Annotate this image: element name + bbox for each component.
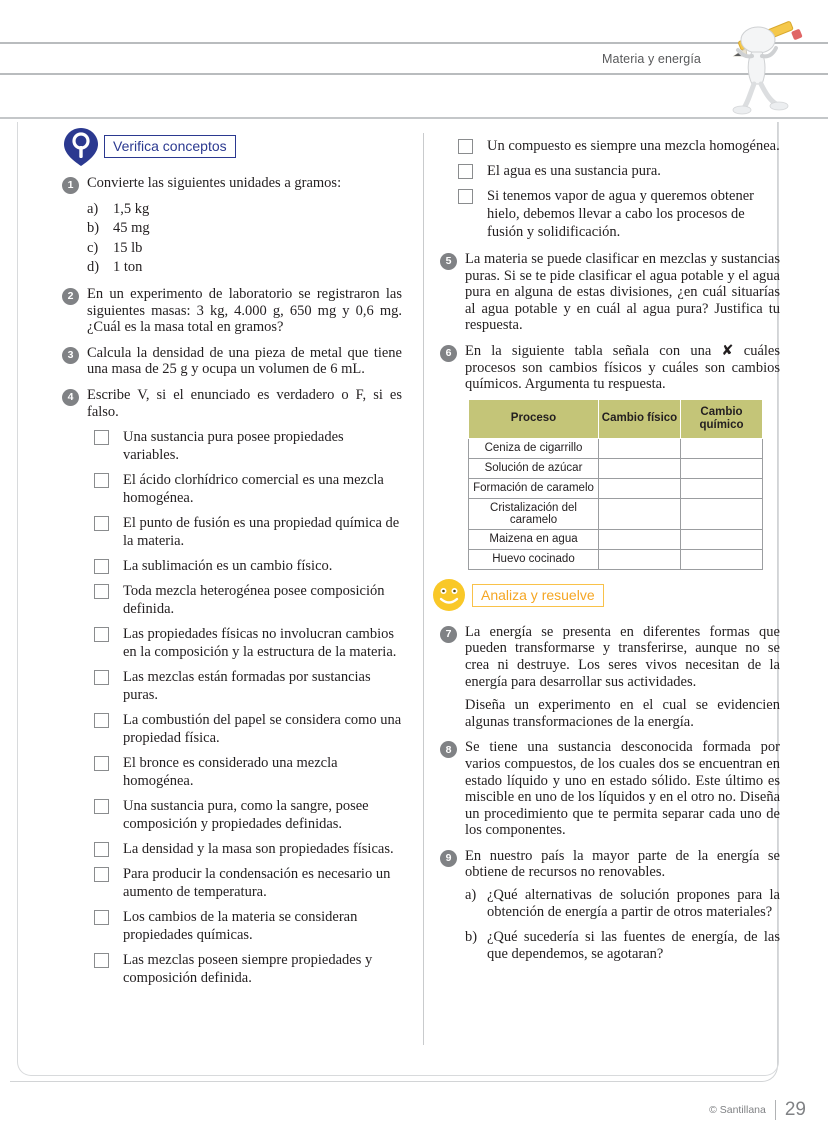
statement-text: Las mezclas poseen siempre propiedades y composición definida. xyxy=(123,952,373,987)
student-with-pencil-illustration xyxy=(700,18,810,118)
question-1 xyxy=(62,175,402,192)
checkbox-statement[interactable] xyxy=(87,908,402,944)
item-text: 15 lb xyxy=(113,239,143,256)
column-header-proceso: Proceso xyxy=(469,399,599,438)
question-2 xyxy=(62,286,402,336)
question-text: La materia se puede clasificar en mezclas y sustancias puras. Si se te pide clasificar el agua potable y el agua pura en alguna de estas divisiones, ¿en cuál situarías al agua potable y en cuál al agua pura? Justifica tu respuesta. xyxy=(465,251,780,334)
cell-cambio-fisico[interactable] xyxy=(599,529,681,549)
question-1-item-b xyxy=(87,220,402,237)
cell-cambio-quimico[interactable] xyxy=(681,549,763,569)
page-footer xyxy=(709,1099,806,1121)
checkbox-statement[interactable] xyxy=(87,668,402,704)
cell-cambio-fisico[interactable] xyxy=(599,458,681,478)
left-column xyxy=(62,133,402,994)
cell-cambio-quimico[interactable] xyxy=(681,478,763,498)
right-column xyxy=(440,133,780,962)
table-row xyxy=(469,549,763,569)
cell-cambio-quimico[interactable] xyxy=(681,438,763,458)
statement-text: La densidad y la masa son propiedades físicas. xyxy=(123,841,394,858)
cell-cambio-fisico[interactable] xyxy=(599,438,681,458)
item-key: a) xyxy=(87,200,99,217)
question-1-item-c xyxy=(87,240,402,257)
checkbox[interactable] xyxy=(94,473,109,488)
checkbox[interactable] xyxy=(94,953,109,968)
section-analiza-label: Analiza y resuelve xyxy=(472,584,604,607)
question-1-item-a xyxy=(87,201,402,218)
cell-proceso: Formación de caramelo xyxy=(469,478,599,498)
statement-text: Si tenemos vapor de agua y queremos obtener hielo, debemos llevar a cabo los procesos de fusión y solidificación. xyxy=(487,188,754,240)
question-number: 4 xyxy=(62,389,79,406)
checkbox[interactable] xyxy=(94,867,109,882)
checkbox-statement[interactable] xyxy=(87,557,402,575)
question-text: La energía se presenta en diferentes formas que pueden transformarse y transferirse, aunque no se crea ni destruye. Los seres vivos necesitan de la energía para desarrollar sus actividades. xyxy=(465,623,780,690)
checkbox-statement[interactable] xyxy=(87,582,402,618)
column-header-cambio-quimico: Cambio químico xyxy=(681,399,763,438)
cell-cambio-fisico[interactable] xyxy=(599,478,681,498)
question-number: 6 xyxy=(440,345,457,362)
cell-proceso: Cristalización del caramelo xyxy=(469,498,599,529)
checkbox-statement[interactable] xyxy=(87,797,402,833)
checkbox-statement[interactable] xyxy=(87,428,402,464)
question-3 xyxy=(62,345,402,378)
table-row xyxy=(469,438,763,458)
checkbox-statement[interactable] xyxy=(87,865,402,901)
item-text: 45 mg xyxy=(113,220,150,237)
table-header-row xyxy=(469,399,763,438)
section-verifica-label: Verifica conceptos xyxy=(104,135,236,158)
question-5 xyxy=(440,251,780,334)
procesos-table xyxy=(468,399,763,570)
checkbox-statement[interactable] xyxy=(87,471,402,507)
item-text: ¿Qué alternativas de solución propones para la obtención de energía a partir de otros materiales? xyxy=(487,887,780,920)
item-key: b) xyxy=(87,220,100,237)
checkbox-statement[interactable] xyxy=(87,625,402,661)
question-4 xyxy=(62,387,402,420)
question-number: 8 xyxy=(440,741,457,758)
item-key: b) xyxy=(465,929,478,946)
statement-text: La sublimación es un cambio físico. xyxy=(123,558,333,575)
checkbox[interactable] xyxy=(458,164,473,179)
question-number: 1 xyxy=(62,177,79,194)
question-text: En un experimento de laboratorio se registraron las siguientes masas: 3 kg, 4.000 g, 650 mg y 0,6 mg. ¿Cuál es la masa total en gramos? xyxy=(87,285,402,336)
checkbox[interactable] xyxy=(94,670,109,685)
checkbox[interactable] xyxy=(94,910,109,925)
checkbox-statement[interactable] xyxy=(87,711,402,747)
cell-proceso: Solución de azúcar xyxy=(469,458,599,478)
question-number: 2 xyxy=(62,288,79,305)
item-key: a) xyxy=(465,887,477,904)
table-row xyxy=(469,529,763,549)
question-9-item-b xyxy=(465,929,780,962)
question-7 xyxy=(440,624,780,731)
statement-text: Una sustancia pura, como la sangre, posee composición y propiedades definidas. xyxy=(123,798,369,833)
magnifier-pin-icon xyxy=(62,127,100,167)
checkbox[interactable] xyxy=(94,713,109,728)
cell-cambio-fisico[interactable] xyxy=(599,549,681,569)
question-text: Escribe V, si el enunciado es verdadero o F, si es falso. xyxy=(87,386,402,420)
checkbox[interactable] xyxy=(94,799,109,814)
checkbox-statement[interactable] xyxy=(87,754,402,790)
item-text: 1 ton xyxy=(113,259,143,276)
item-text: ¿Qué sucedería si las fuentes de energía, de las que dependemos, se agotaran? xyxy=(487,929,780,962)
question-1-item-d xyxy=(87,259,402,276)
question-text: Calcula la densidad de una pieza de metal que tiene una masa de 25 g y ocupa un volumen de 6 mL. xyxy=(87,344,402,378)
checkbox-statement[interactable] xyxy=(451,162,780,180)
question-text: En nuestro país la mayor parte de la energía se obtiene de recursos no renovables. xyxy=(465,847,780,881)
cell-proceso: Maizena en agua xyxy=(469,529,599,549)
checkbox[interactable] xyxy=(458,139,473,154)
cell-proceso: Ceniza de cigarrillo xyxy=(469,438,599,458)
cell-cambio-quimico[interactable] xyxy=(681,529,763,549)
checkbox[interactable] xyxy=(94,584,109,599)
column-divider xyxy=(423,133,424,1045)
table-row xyxy=(469,478,763,498)
statement-text: El punto de fusión es una propiedad química de la materia. xyxy=(123,515,400,550)
cell-cambio-quimico[interactable] xyxy=(681,498,763,529)
statement-text: El bronce es considerado una mezcla homogénea. xyxy=(123,755,338,790)
statement-text: Los cambios de la materia se consideran propiedades químicas. xyxy=(123,909,358,944)
checkbox[interactable] xyxy=(94,756,109,771)
question-6 xyxy=(440,343,780,393)
copyright-text: © Santillana xyxy=(709,1104,766,1116)
question-text: Convierte las siguientes unidades a gramos: xyxy=(87,175,342,191)
page-number: 29 xyxy=(784,1099,806,1120)
statement-text: La combustión del papel se considera como una propiedad física. xyxy=(123,712,402,747)
checkbox[interactable] xyxy=(94,842,109,857)
checkbox[interactable] xyxy=(94,516,109,531)
question-9-item-a xyxy=(465,887,780,920)
question-number: 3 xyxy=(62,347,79,364)
cell-cambio-quimico[interactable] xyxy=(681,458,763,478)
footer-divider xyxy=(775,1100,776,1120)
checkbox-statement[interactable] xyxy=(451,187,780,241)
statement-text: Un compuesto es siempre una mezcla homogénea. xyxy=(487,138,780,154)
checkbox-statement[interactable] xyxy=(87,840,402,858)
statement-text: Para producir la condensación es necesario un aumento de temperatura. xyxy=(123,866,391,901)
question-text-secondary: Diseña un experimento en el cual se evidencien algunas transformaciones de la energía. xyxy=(465,697,780,730)
checkbox[interactable] xyxy=(458,189,473,204)
checkbox[interactable] xyxy=(94,627,109,642)
question-9 xyxy=(440,848,780,881)
item-key: d) xyxy=(87,259,100,276)
table-row xyxy=(469,498,763,529)
statement-text: Toda mezcla heterogénea posee composición definida. xyxy=(123,583,385,618)
question-text: En la siguiente tabla señala con una ✘ cuáles procesos son cambios físicos y cuáles son cambios químicos. Argumenta tu respuesta. xyxy=(465,342,780,393)
smiley-face-icon xyxy=(432,578,466,612)
checkbox[interactable] xyxy=(94,559,109,574)
cell-cambio-fisico[interactable] xyxy=(599,498,681,529)
checkbox-statement[interactable] xyxy=(87,951,402,987)
question-8 xyxy=(440,739,780,839)
item-key: c) xyxy=(87,239,99,256)
column-header-cambio-fisico: Cambio físico xyxy=(599,399,681,438)
checkbox-statement[interactable] xyxy=(451,137,780,155)
cell-proceso: Huevo cocinado xyxy=(469,549,599,569)
question-number: 7 xyxy=(440,626,457,643)
item-text: 1,5 kg xyxy=(113,200,150,217)
page-header-title: Materia y energía xyxy=(602,52,701,66)
question-number: 9 xyxy=(440,850,457,867)
table-row xyxy=(469,458,763,478)
statement-text: Una sustancia pura posee propiedades variables. xyxy=(123,429,344,464)
section-analiza-y-resuelve xyxy=(440,582,780,616)
question-number: 5 xyxy=(440,253,457,270)
section-verifica-conceptos xyxy=(62,133,402,167)
statement-text: El agua es una sustancia pura. xyxy=(487,163,661,179)
checkbox-statement[interactable] xyxy=(87,514,402,550)
statement-text: Las propiedades físicas no involucran cambios en la composición y la estructura de la materia. xyxy=(123,626,397,661)
statement-text: El ácido clorhídrico comercial es una mezcla homogénea. xyxy=(123,472,384,507)
question-text: Se tiene una sustancia desconocida formada por varios compuestos, de los cuales dos se encuentran en estado líquido y uno en estado sólido. Este último es miscible en uno de los líquidos y en el otro no. Diseña un procedimiento que te permita separar cada uno de los componentes. xyxy=(465,739,780,839)
statement-text: Las mezclas están formadas por sustancias puras. xyxy=(123,669,371,704)
checkbox[interactable] xyxy=(94,430,109,445)
